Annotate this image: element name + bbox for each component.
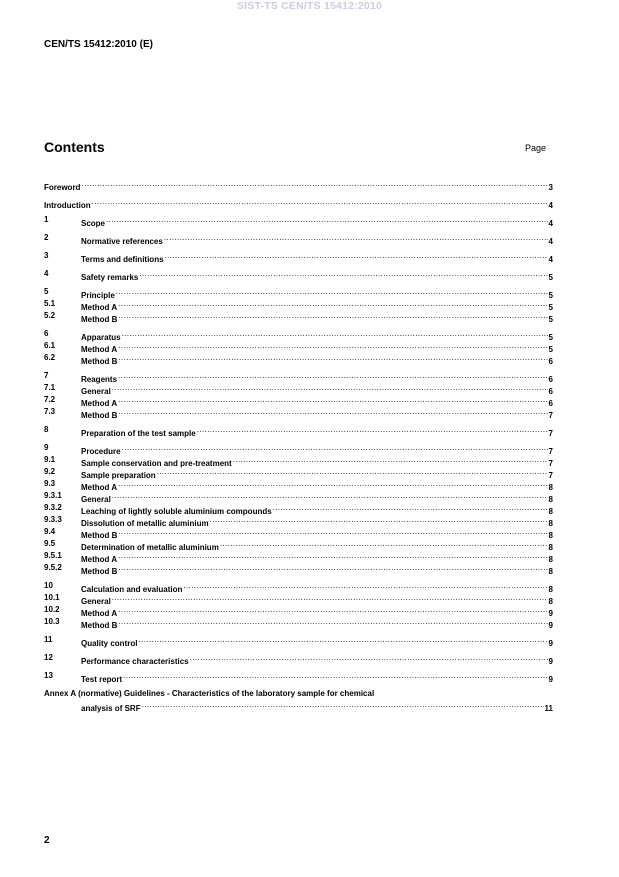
toc-entry[interactable] (44, 670, 553, 682)
toc-entry-title: Foreword (44, 183, 81, 192)
toc-entry-number: 5 (44, 287, 49, 296)
toc-entry[interactable] (44, 424, 553, 436)
toc-entry[interactable] (44, 178, 553, 190)
annex-page: 11 (544, 704, 553, 713)
toc-entry-page: 7 (548, 459, 553, 468)
toc-entry-title: Method B (81, 411, 118, 420)
toc-entry-page: 9 (548, 609, 553, 618)
dot-leader (112, 592, 548, 604)
dot-leader (118, 526, 547, 538)
toc-entry[interactable] (44, 526, 553, 538)
toc-entry[interactable] (44, 352, 553, 364)
toc-entry-number: 6.1 (44, 341, 56, 350)
toc-entry-number: 13 (44, 671, 53, 680)
dot-leader (220, 538, 548, 550)
toc-entry-page: 5 (548, 273, 553, 282)
toc-entry-title: Method A (81, 483, 118, 492)
toc-entry-title: General (81, 387, 111, 396)
toc-entry-page: 6 (548, 387, 553, 396)
dot-leader (183, 580, 547, 592)
toc-entry-title: Normative references (81, 237, 163, 246)
toc-entry[interactable] (44, 592, 553, 604)
toc-entry-title: Determination of metallic aluminium (81, 543, 219, 552)
toc-entry-page: 7 (548, 411, 553, 420)
toc-entry-number: 9.2 (44, 467, 56, 476)
toc-entry-title: Method A (81, 399, 118, 408)
toc-entry-title: Principle (81, 291, 115, 300)
toc-entry[interactable] (44, 328, 553, 340)
toc-entry-page: 8 (548, 531, 553, 540)
dot-leader (139, 268, 547, 280)
toc-entry-number: 2 (44, 233, 49, 242)
toc-entry-page: 9 (548, 657, 553, 666)
toc-entry-title: Method B (81, 531, 118, 540)
toc-entry-title: Method B (81, 357, 118, 366)
dot-leader (122, 328, 548, 340)
toc-entry[interactable] (44, 514, 553, 526)
dot-leader (197, 424, 548, 436)
toc-entry-title: Method A (81, 555, 118, 564)
toc-entry[interactable] (44, 454, 553, 466)
contents-title: Contents (44, 139, 105, 155)
toc-entry[interactable] (44, 634, 553, 646)
toc-entry[interactable] (44, 466, 553, 478)
toc-entry[interactable] (44, 382, 553, 394)
dot-leader (273, 502, 548, 514)
toc-entry[interactable] (44, 394, 553, 406)
toc-entry-page: 5 (548, 333, 553, 342)
dot-leader (118, 478, 547, 490)
dot-leader (190, 652, 548, 664)
toc-entry-number: 10.1 (44, 593, 60, 602)
toc-entry[interactable] (44, 442, 553, 454)
toc-entry-number: 8 (44, 425, 49, 434)
toc-entry-title: Apparatus (81, 333, 121, 342)
dot-leader (92, 196, 548, 208)
toc-entry-title: Reagents (81, 375, 118, 384)
toc-entry-title: Method B (81, 621, 118, 630)
toc-entry-number: 5.2 (44, 311, 56, 320)
toc-entry-page: 6 (548, 399, 553, 408)
dot-leader (157, 466, 548, 478)
toc-entry-title: Leaching of lightly soluble aluminium compounds (81, 507, 272, 516)
dot-leader (118, 562, 547, 574)
dot-leader (118, 310, 547, 322)
toc-entry-number: 9.4 (44, 527, 56, 536)
toc-entry[interactable] (44, 490, 553, 502)
toc-entry-page: 7 (548, 447, 553, 456)
toc-entry[interactable] (44, 298, 553, 310)
page-number: 2 (44, 835, 50, 846)
toc-entry-number: 6.2 (44, 353, 56, 362)
toc-annex-entry[interactable] (44, 688, 553, 713)
watermark: SIST-TS CEN/TS 15412:2010 (236, 0, 383, 12)
toc-entry-title: Method A (81, 345, 118, 354)
toc-entry[interactable] (44, 478, 553, 490)
toc-entry-number: 9.3 (44, 479, 56, 488)
toc-entry-page: 6 (548, 357, 553, 366)
toc-entry-page: 9 (548, 639, 553, 648)
toc-entry-page: 4 (548, 237, 553, 246)
dot-leader (106, 214, 548, 226)
toc-entry-page: 5 (548, 291, 553, 300)
toc-entry-number: 3 (44, 251, 49, 260)
table-of-contents (44, 178, 553, 713)
toc-entry[interactable] (44, 538, 553, 550)
toc-entry-title: Quality control (81, 639, 138, 648)
toc-entry-page: 8 (548, 597, 553, 606)
toc-entry[interactable] (44, 232, 553, 244)
dot-leader (233, 454, 548, 466)
toc-entry[interactable] (44, 652, 553, 664)
toc-entry-number: 9.5 (44, 539, 56, 548)
dot-leader (81, 178, 547, 190)
dot-leader (118, 370, 548, 382)
toc-entry[interactable] (44, 340, 553, 352)
document-id: CEN/TS 15412:2010 (E) (44, 39, 153, 50)
toc-entry-title: Method A (81, 303, 118, 312)
toc-entry[interactable] (44, 196, 553, 208)
dot-leader (210, 514, 548, 526)
toc-entry-page: 7 (548, 471, 553, 480)
toc-entry-title: Method B (81, 315, 118, 324)
toc-entry[interactable] (44, 580, 553, 592)
dot-leader (112, 382, 548, 394)
dot-leader (118, 394, 547, 406)
toc-entry[interactable] (44, 268, 553, 280)
toc-entry-number: 9.3.1 (44, 491, 62, 500)
toc-entry[interactable] (44, 550, 553, 562)
toc-entry[interactable] (44, 604, 553, 616)
toc-entry-number: 7.3 (44, 407, 56, 416)
toc-entry-page: 6 (548, 375, 553, 384)
dot-leader (165, 250, 548, 262)
toc-entry-number: 6 (44, 329, 49, 338)
toc-entry[interactable] (44, 310, 553, 322)
toc-entry-number: 10.3 (44, 617, 60, 626)
toc-entry-page: 8 (548, 507, 553, 516)
dot-leader (122, 442, 548, 454)
toc-entry-title: General (81, 495, 111, 504)
toc-entry-number: 9.5.2 (44, 563, 62, 572)
toc-entry-title: Terms and definitions (81, 255, 164, 264)
dot-leader (112, 490, 548, 502)
toc-entry[interactable] (44, 286, 553, 298)
dot-leader (164, 232, 548, 244)
dot-leader (116, 286, 548, 298)
toc-entry-title: Method A (81, 609, 118, 618)
toc-entry-page: 8 (548, 567, 553, 576)
toc-entry-number: 11 (44, 635, 53, 644)
dot-leader (118, 550, 547, 562)
dot-leader (118, 616, 547, 628)
toc-entry-page: 9 (548, 621, 553, 630)
toc-entry-number: 5.1 (44, 299, 56, 308)
toc-entry-page: 3 (548, 183, 553, 192)
toc-entry-page: 8 (548, 483, 553, 492)
dot-leader (138, 634, 547, 646)
toc-entry-number: 10 (44, 581, 53, 590)
toc-entry-page: 4 (548, 201, 553, 210)
toc-entry-number: 9.3.3 (44, 515, 62, 524)
toc-entry-title: Test report (81, 675, 123, 684)
toc-entry-page: 9 (548, 675, 553, 684)
toc-entry-title: Procedure (81, 447, 121, 456)
toc-entry-title: Introduction (44, 201, 91, 210)
toc-entry-title: Calculation and evaluation (81, 585, 183, 594)
toc-entry-number: 9.5.1 (44, 551, 62, 560)
annex-title-line1: Annex A (normative) Guidelines - Characteristics of the laboratory sample for chemical (44, 689, 375, 698)
toc-entry-title: Sample preparation (81, 471, 156, 480)
dot-leader (118, 604, 547, 616)
toc-entry[interactable] (44, 502, 553, 514)
toc-entry-number: 10.2 (44, 605, 60, 614)
annex-title-line2: analysis of SRF (81, 704, 141, 713)
toc-entry-title: Method B (81, 567, 118, 576)
toc-entry[interactable] (44, 370, 553, 382)
toc-entry-title: Sample conservation and pre-treatment (81, 459, 232, 468)
toc-entry-number: 4 (44, 269, 49, 278)
dot-leader (142, 699, 544, 711)
toc-entry-page: 8 (548, 555, 553, 564)
toc-entry-number: 9 (44, 443, 49, 452)
toc-entry-number: 7.2 (44, 395, 56, 404)
toc-entry-page: 5 (548, 345, 553, 354)
toc-entry-title: Performance characteristics (81, 657, 189, 666)
toc-entry-page: 8 (548, 519, 553, 528)
toc-entry[interactable] (44, 250, 553, 262)
toc-entry-page: 7 (548, 429, 553, 438)
toc-entry[interactable] (44, 562, 553, 574)
toc-entry-number: 7 (44, 371, 49, 380)
dot-leader (118, 298, 547, 310)
toc-entry-page: 5 (548, 303, 553, 312)
toc-entry-number: 12 (44, 653, 53, 662)
toc-entry-number: 9.1 (44, 455, 56, 464)
dot-leader (118, 340, 547, 352)
toc-entry-title: Dissolution of metallic aluminium (81, 519, 209, 528)
dot-leader (123, 670, 547, 682)
toc-entry-page: 8 (548, 495, 553, 504)
toc-entry-page: 4 (548, 255, 553, 264)
toc-entry-page: 4 (548, 219, 553, 228)
toc-entry-title: Safety remarks (81, 273, 139, 282)
toc-entry[interactable] (44, 406, 553, 418)
toc-entry-number: 7.1 (44, 383, 56, 392)
toc-entry-title: General (81, 597, 111, 606)
toc-entry[interactable] (44, 616, 553, 628)
toc-entry-page: 8 (548, 543, 553, 552)
dot-leader (118, 406, 547, 418)
page-column-label: Page (525, 143, 547, 153)
toc-entry-title: Scope (81, 219, 106, 228)
toc-entry-number: 1 (44, 215, 49, 224)
toc-entry-page: 5 (548, 315, 553, 324)
toc-entry-number: 9.3.2 (44, 503, 62, 512)
dot-leader (118, 352, 547, 364)
toc-entry-title: Preparation of the test sample (81, 429, 196, 438)
toc-entry[interactable] (44, 214, 553, 226)
toc-entry-page: 8 (548, 585, 553, 594)
